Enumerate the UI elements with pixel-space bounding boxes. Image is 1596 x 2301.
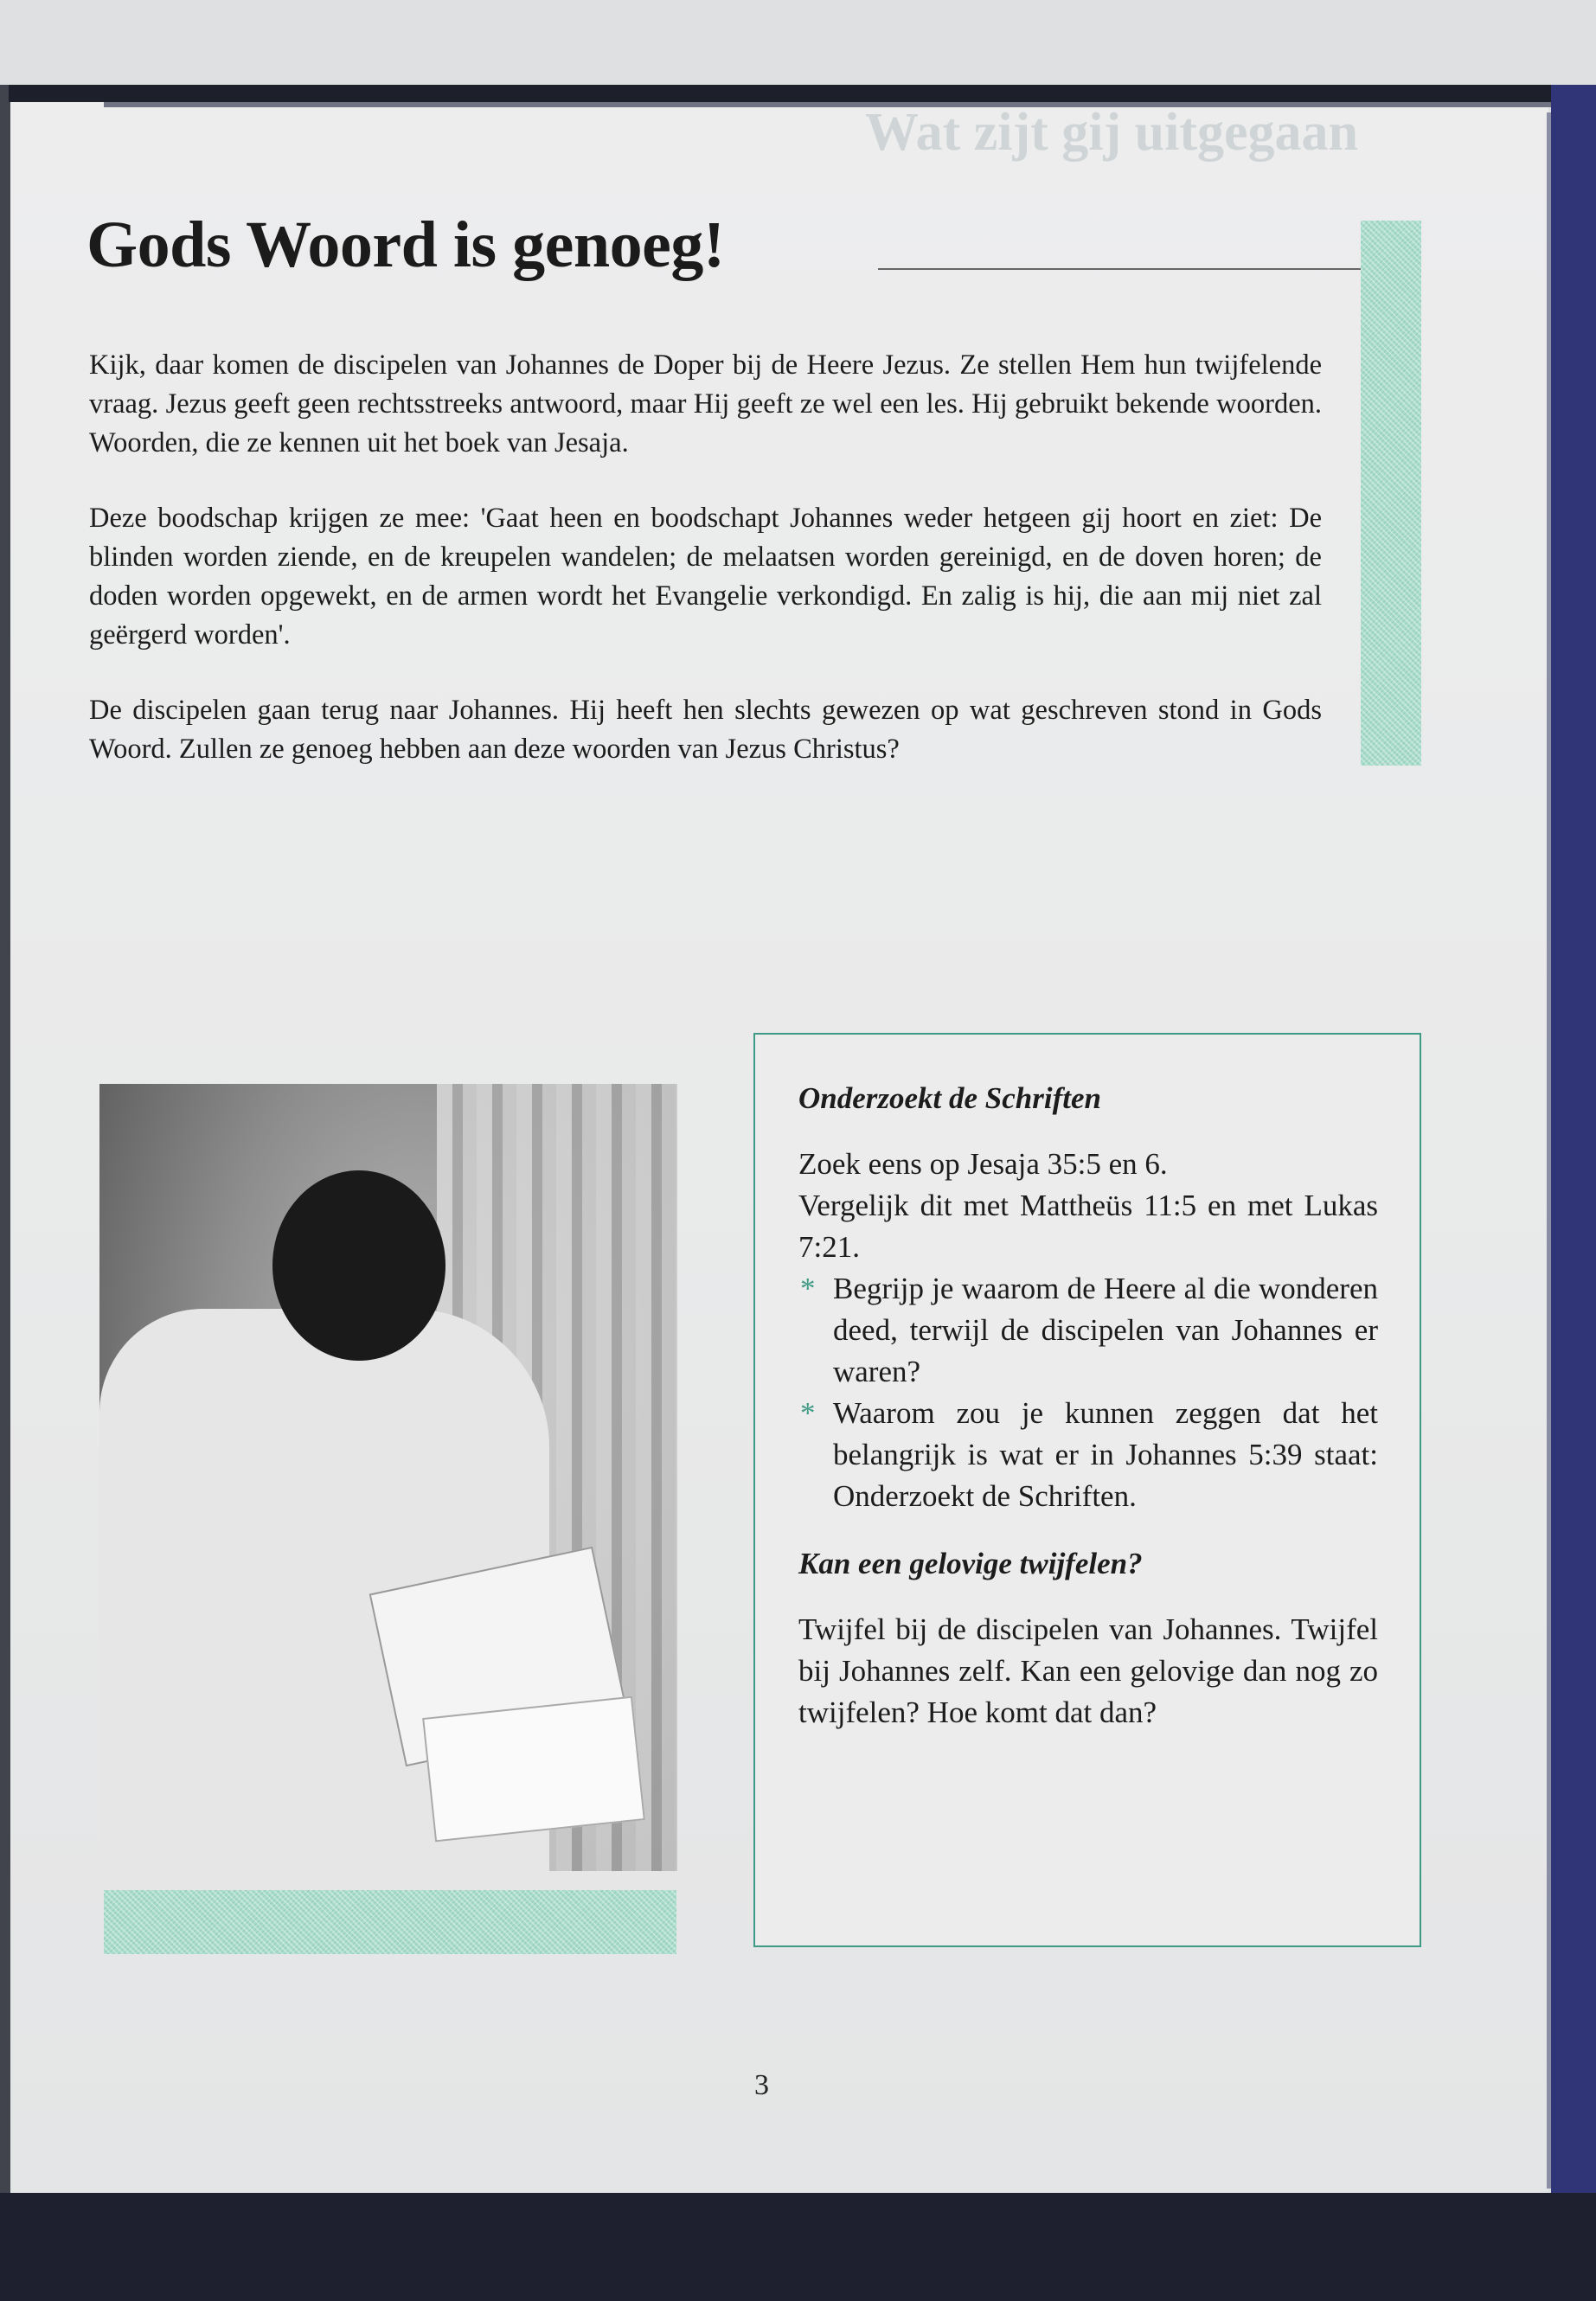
study-box-bullet-1 [798, 1268, 1378, 1393]
study-box-content [798, 1078, 1378, 1734]
title-row [87, 208, 1324, 283]
decorative-green-bar-right [1361, 221, 1421, 766]
study-box-bullet-1-text: Begrijp je waarom de Heere al die wonderen deed, terwijl de discipelen van Johannes er waren? [833, 1272, 1378, 1388]
photo-book-stack [422, 1696, 645, 1843]
decorative-green-bar-bottom [104, 1890, 676, 1954]
study-box-line-1: Zoek eens op Jesaja 35:5 en 6. [798, 1147, 1168, 1181]
study-box-heading-1: Onderzoekt de Schriften [798, 1081, 1101, 1115]
paragraph-3: De discipelen gaan terug naar Johannes. Hij heeft hen slechts gewezen op wat geschreven stond in Gods Woord. Zullen ze genoeg hebben aan deze woorden van Jezus Christus? [89, 695, 1322, 765]
book-spine [1551, 85, 1596, 2195]
study-box-line-2: Vergelijk dit met Mattheüs 11:5 en met Lukas 7:21. [798, 1189, 1378, 1264]
scan-left-edge [0, 85, 10, 2195]
study-box-heading-2: Kan een gelovige twijfelen? [798, 1547, 1143, 1580]
study-box-bullet-2 [798, 1393, 1378, 1517]
photo-head [272, 1170, 445, 1361]
scan-top-border [9, 85, 1596, 102]
study-box [753, 1033, 1421, 1947]
study-box-bullet-2-text: Waarom zou je kunnen zeggen dat het belangrijk is wat er in Johannes 5:39 staat: Onderzoekt de Schriften. [833, 1396, 1378, 1513]
photo-boy-reading [99, 1084, 677, 1871]
page-number: 3 [754, 2069, 769, 2101]
title-underline [878, 268, 1410, 270]
scan-bottom-border [0, 2193, 1596, 2301]
page-title: Gods Woord is genoeg! [87, 208, 725, 281]
bullet-star-icon: * [800, 1272, 816, 1305]
bullet-star-icon: * [800, 1396, 816, 1430]
paragraph-2: Deze boodschap krijgen ze mee: 'Gaat heen en boodschapt Johannes weder hetgeen gij hoort en ziet: De blinden worden ziende, en de kreupelen wandelen; de melaatsen worden gereinigd, en de doven horen; de doden worden opgewekt, en de armen wordt het Evangelie verkondigd. En zalig is hij, die aan mij niet zal geërgerd worden'. [89, 503, 1322, 651]
study-box-paragraph: Twijfel bij de discipelen van Johannes. Twijfel bij Johannes zelf. Kan een gelovige dan nog zo twijfelen? Hoe komt dat dan? [798, 1612, 1378, 1729]
paragraph-1: Kijk, daar komen de discipelen van Johannes de Doper bij de Heere Jezus. Ze stellen Hem hun twijfelende vraag. Jezus geeft geen rechtsstreeks antwoord, maar Hij geeft ze wel een les. Hij gebruikt bekende woorden. Woorden, die ze kennen uit het boek van Jesaja. [89, 349, 1322, 458]
bleed-through-heading: Wat zijt gij uitgegaan [865, 103, 1358, 162]
body-text [89, 346, 1322, 805]
